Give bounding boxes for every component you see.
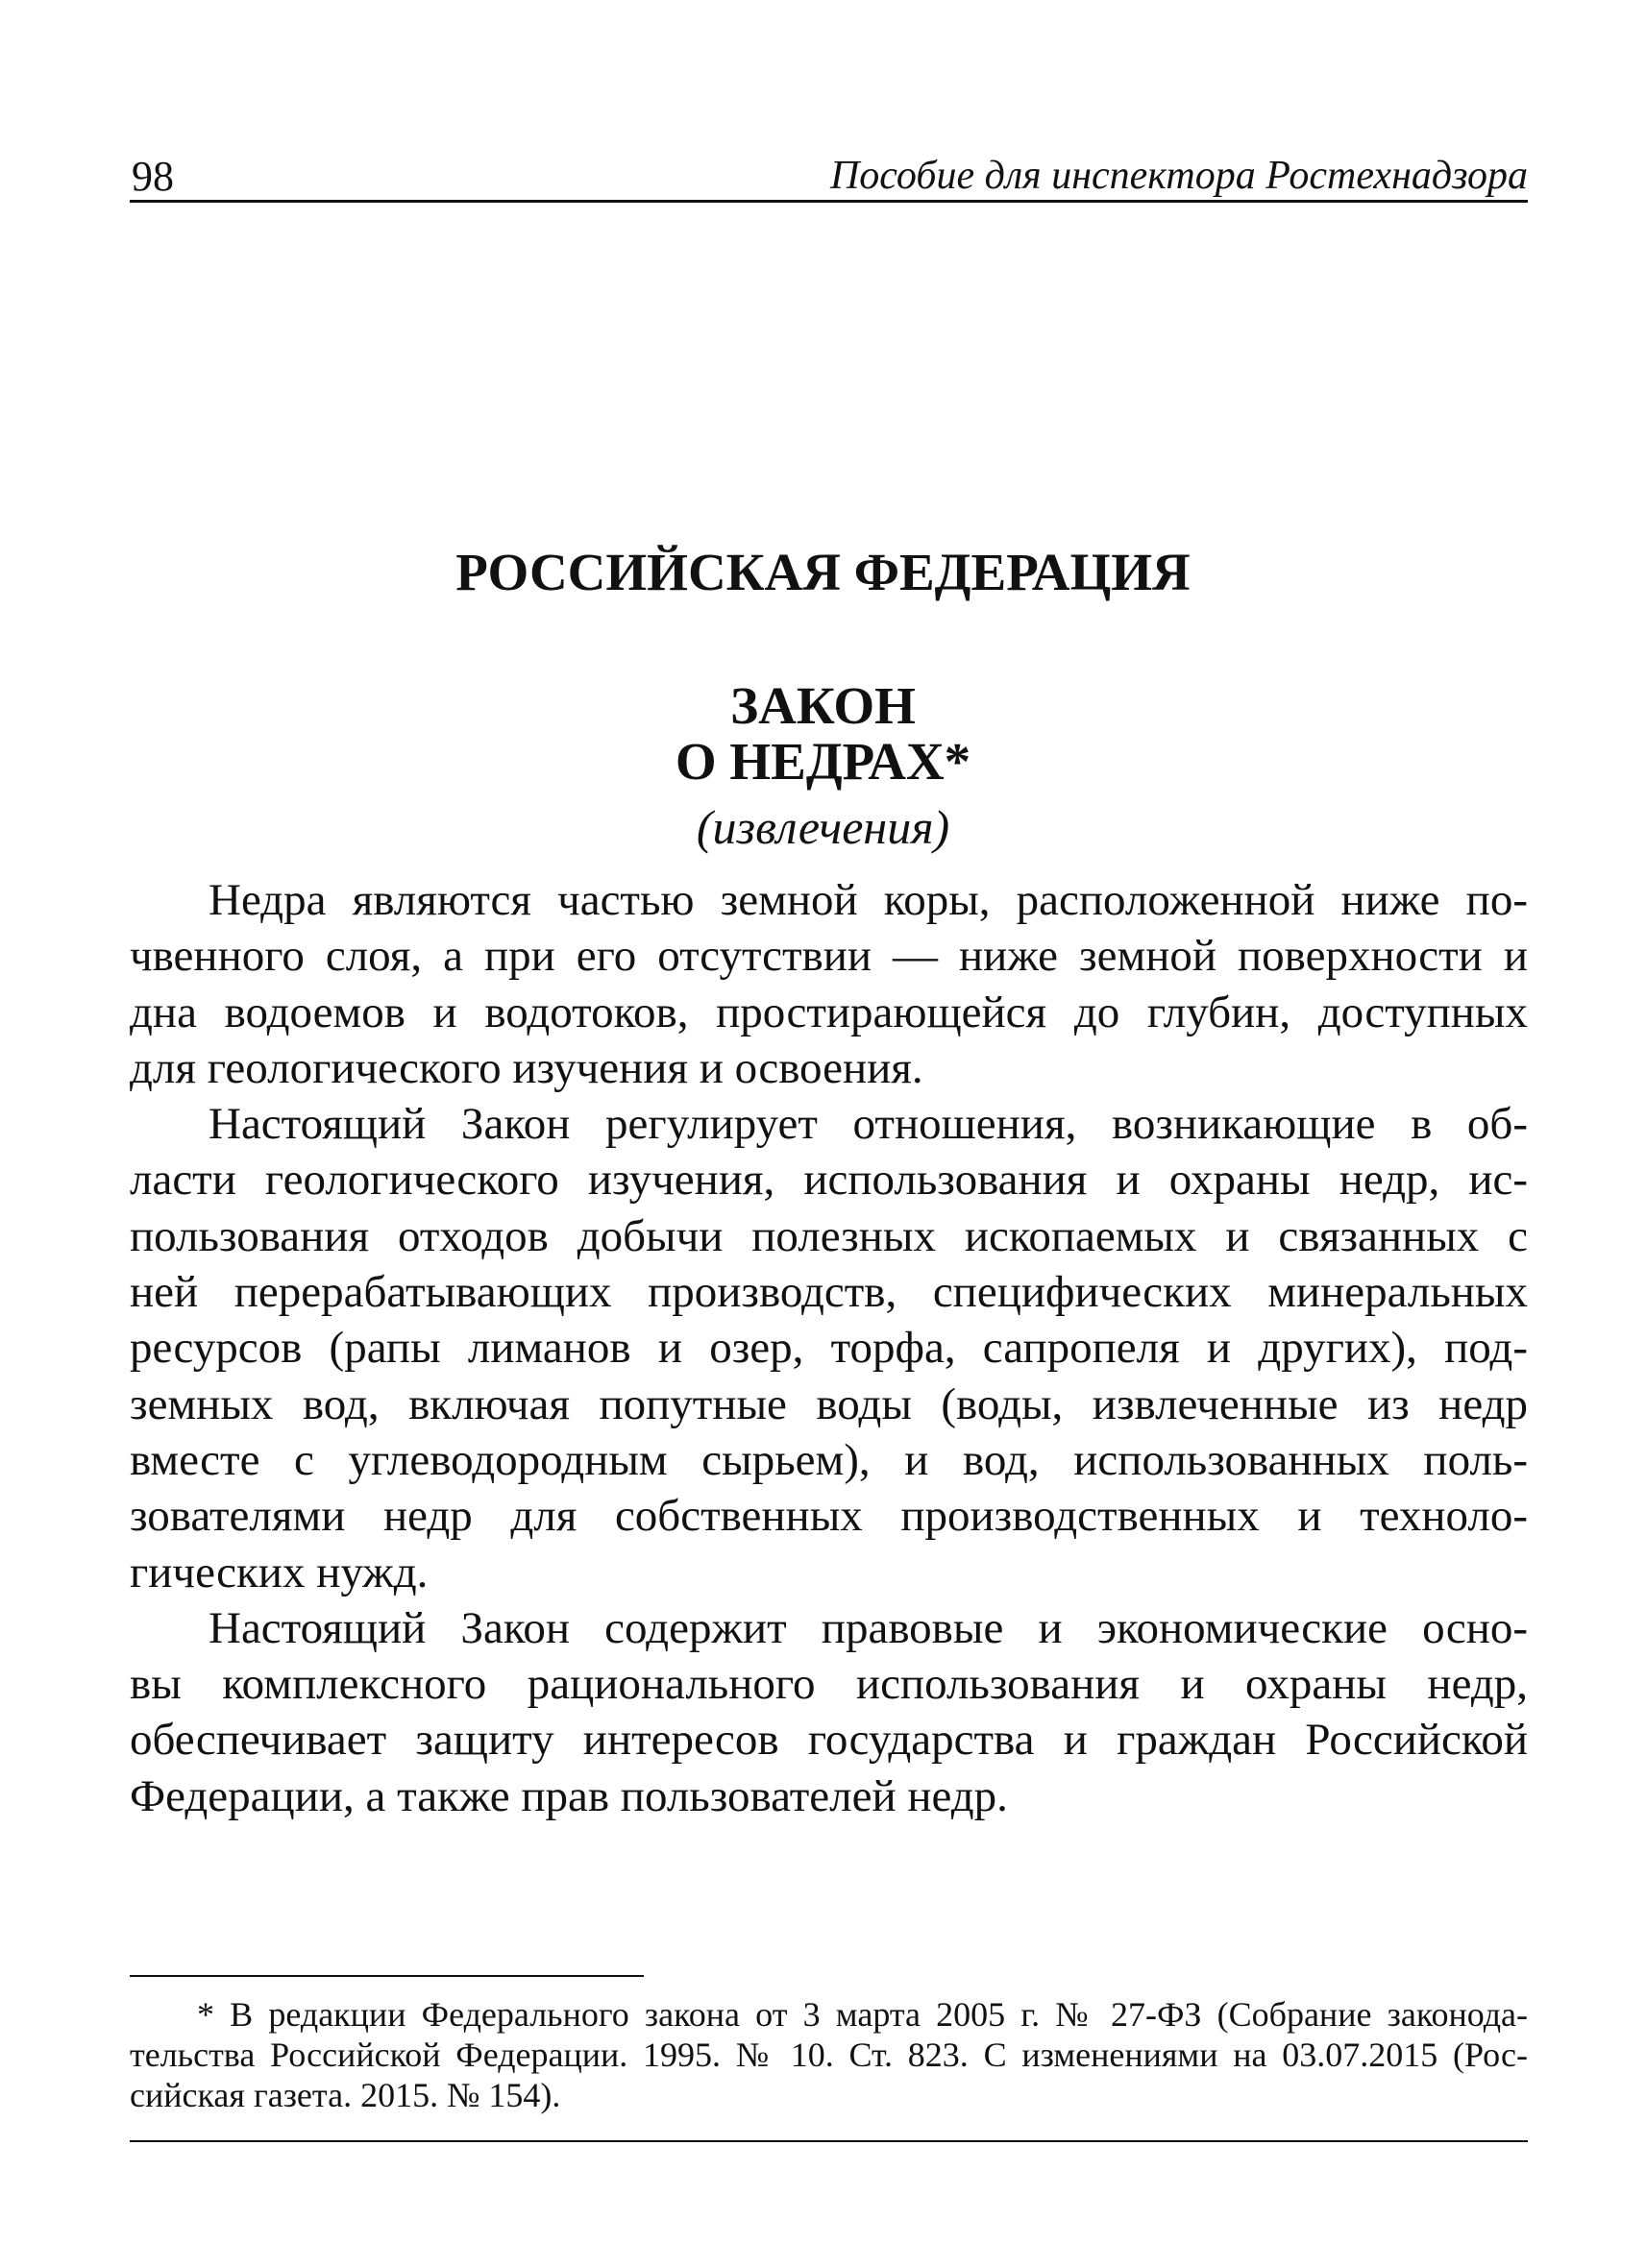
paragraph-line: обеспечивает защиту интересов государства и граждан Российской — [130, 1715, 1528, 1766]
paragraph-line: земных вод, включая попутные воды (воды, извлеченные из недр — [130, 1378, 1528, 1429]
footnote-line: * В редакции Федерального закона от 3 марта 2005 г. № 27-ФЗ (Собрание законода- — [197, 1995, 1528, 2034]
paragraph-line: ней перерабатывающих производств, специфических минеральных — [130, 1267, 1528, 1318]
law-title-line1: ЗАКОН — [730, 676, 916, 735]
body-text — [130, 872, 1528, 1824]
paragraph-line: Недра являются частью земной коры, расположенной ниже по- — [209, 875, 1528, 925]
footnote-line: сийская газета. 2015. № 154). — [130, 2076, 561, 2114]
book-title: Пособие для инспектора Ростехнадзора — [829, 154, 1528, 198]
paragraph-line: ресурсов (рапы лиманов и озер, торфа, сапропеля и других), под- — [130, 1323, 1528, 1374]
paragraph-line: чвенного слоя, а при его отсутствии — ниже земной поверхности и — [130, 931, 1528, 982]
law-subtitle: (извлечения) — [696, 800, 950, 854]
paragraph-line: вместе с углеводородным сырьем), и вод, использованных поль- — [130, 1434, 1528, 1485]
paragraph — [130, 1600, 1528, 1824]
paragraph-line: Федерации, а также прав пользователей недр. — [130, 1770, 1008, 1821]
paragraph-line: гических нужд. — [130, 1547, 429, 1597]
paragraph-line: зователями недр для собственных производственных и техноло- — [130, 1491, 1528, 1542]
paragraph-line: для геологического изучения и освоения. — [130, 1042, 923, 1093]
paragraph-line: вы комплексного рационального использования и охраны недр, — [130, 1659, 1528, 1710]
page-number: 98 — [132, 153, 174, 200]
running-header — [130, 144, 1528, 203]
paragraph-line: ласти геологического изучения, использования и охраны недр, ис- — [130, 1155, 1528, 1206]
paragraph-line: Настоящий Закон содержит правовые и экономические осно- — [209, 1602, 1528, 1653]
footnote — [130, 1994, 1528, 2115]
country-heading: РОССИЙСКАЯ ФЕДЕРАЦИЯ — [455, 543, 1191, 601]
paragraph — [130, 1096, 1528, 1600]
law-title — [0, 678, 1646, 790]
paragraph-line: пользования отходов добычи полезных ископаемых и связанных с — [130, 1210, 1528, 1261]
footnote-line: тельства Российской Федерации. 1995. № 10. Ст. 823. С изменениями на 03.07.2015 (Рос- — [130, 2036, 1528, 2074]
law-title-line2: О НЕДРАХ* — [675, 732, 971, 791]
bottom-rule — [130, 2140, 1528, 2142]
paragraph-line: Настоящий Закон регулирует отношения, возникающие в об- — [209, 1099, 1528, 1150]
paragraph-line: дна водоемов и водотоков, простирающейся до глубин, доступных — [130, 987, 1528, 1037]
paragraph — [130, 872, 1528, 1096]
footnote-separator — [130, 1975, 644, 1977]
